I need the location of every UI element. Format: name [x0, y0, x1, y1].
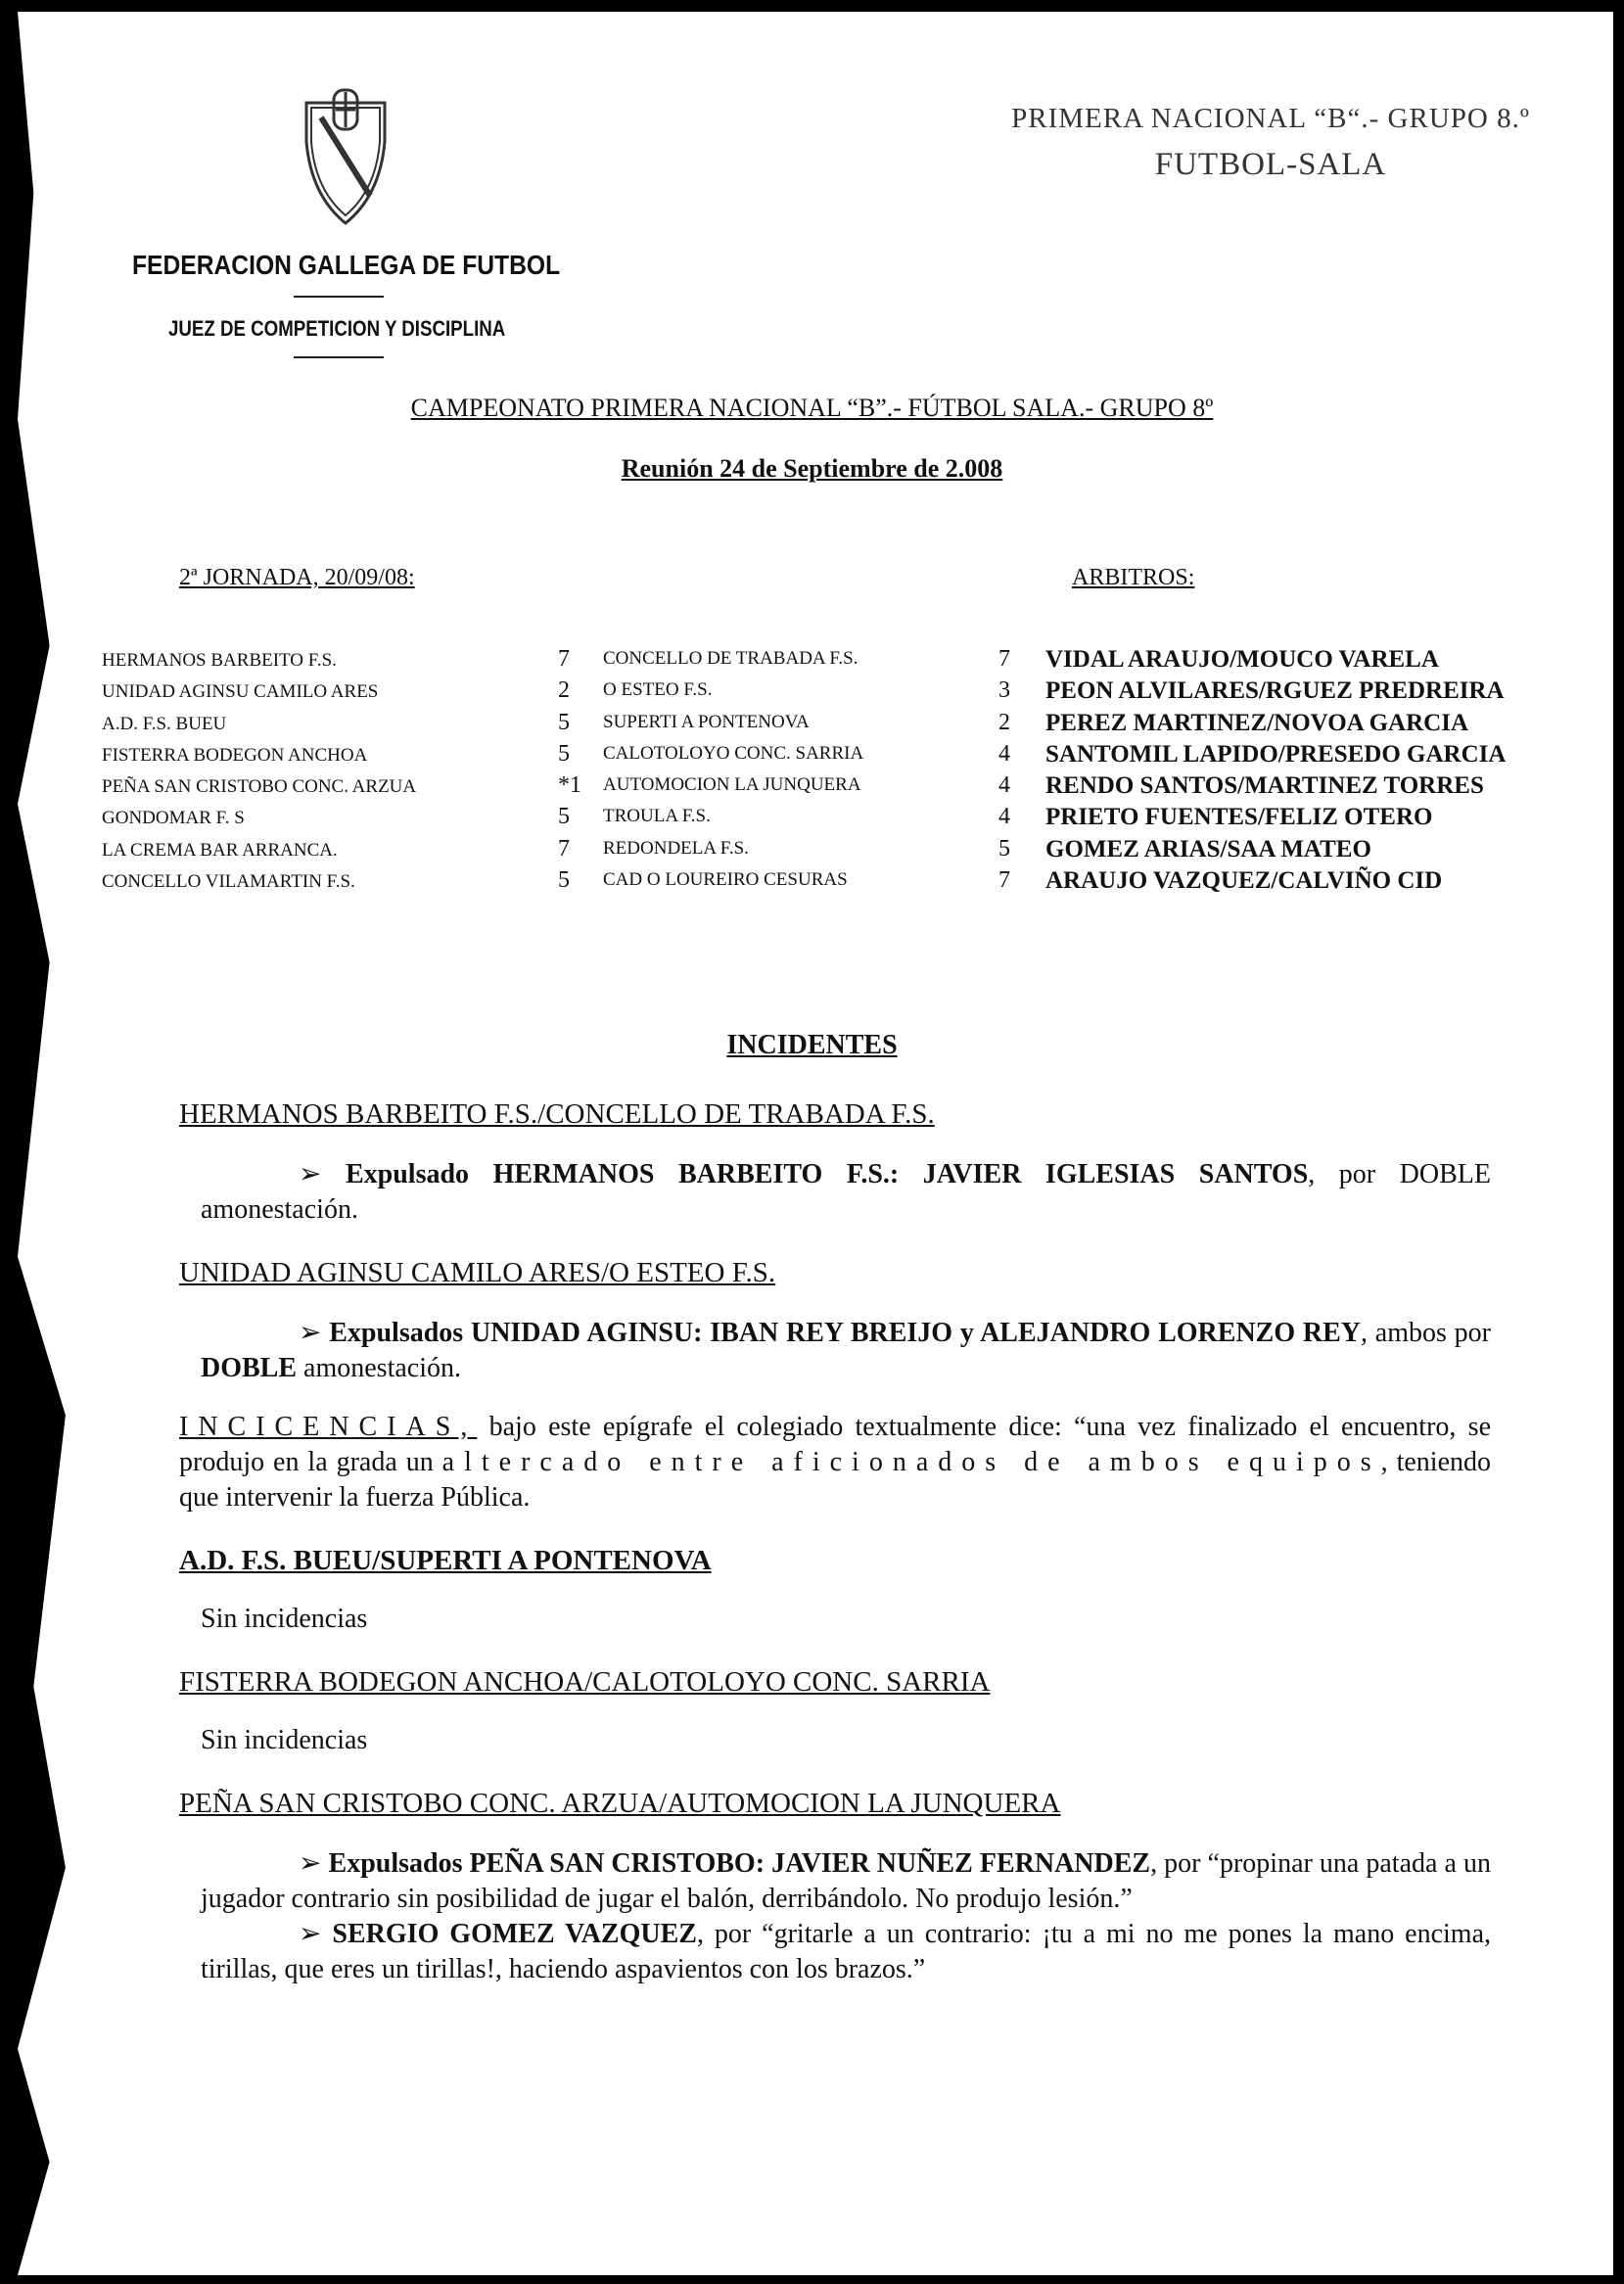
- home-team: LA CREMA BAR ARRANCA.: [102, 839, 338, 861]
- home-score: 5: [558, 740, 570, 767]
- away-score: 4: [998, 804, 1010, 830]
- home-score: 5: [558, 804, 570, 830]
- arrow-bullet-icon: ➢: [299, 1318, 330, 1348]
- federation-crest-icon: [302, 88, 390, 225]
- incident-text: Sin incidencias: [201, 1604, 368, 1634]
- away-team: O ESTEO F.S.: [603, 679, 713, 701]
- result-row: [102, 804, 1590, 835]
- home-team: FISTERRA BODEGON ANCHOA: [102, 744, 368, 766]
- home-team: GONDOMAR F. S: [102, 808, 245, 829]
- incident-label: Expulsados PEÑA SAN CRISTOBO: JAVIER NUÑEZ FERNANDEZ: [328, 1848, 1151, 1879]
- referees: VIDAL ARAUJO/MOUCO VARELA: [1045, 646, 1439, 673]
- incidents-title: INCIDENTES: [726, 1030, 898, 1060]
- match-heading: PEÑA SAN CRISTOBO CONC. ARZUA/AUTOMOCION LA JUNQUERA: [179, 1788, 1061, 1819]
- home-score: 5: [558, 867, 570, 894]
- match-heading: FISTERRA BODEGON ANCHOA/CALOTOLOYO CONC. SARRIA: [179, 1666, 991, 1698]
- away-team: REDONDELA F.S.: [603, 837, 749, 859]
- result-row: [102, 646, 1590, 677]
- away-team: CAD O LOUREIRO CESURAS: [603, 869, 848, 891]
- league-line-1: PRIMERA NACIONAL “B“.- GRUPO 8.º: [1011, 103, 1530, 134]
- away-score: 2: [998, 709, 1010, 735]
- result-row: [102, 677, 1590, 709]
- home-team: UNIDAD AGINSU CAMILO ARES: [102, 681, 379, 703]
- federation-name: FEDERACION GALLEGA DE FUTBOL: [132, 250, 561, 280]
- divider: [294, 296, 384, 298]
- incidents-body: [179, 1096, 1491, 1987]
- away-score: 7: [998, 646, 1010, 672]
- incident-text: , teniendo que intervenir la fuerza Pública.: [179, 1447, 1492, 1513]
- incident-text: , por “gritarle a un contrario: ¡tu a mi no me pones la mano encima, tirillas, que eres un tirillas!, haciendo aspavientos con los brazos.”: [201, 1919, 1491, 1984]
- result-row: [102, 710, 1590, 741]
- result-row: [102, 741, 1590, 772]
- home-team: HERMANOS BARBEITO F.S.: [102, 650, 337, 671]
- away-score: 3: [998, 677, 1010, 704]
- incident-text-spaced: altercado entre aficionados de ambos equipos: [441, 1447, 1381, 1477]
- incident-bullet: [201, 1157, 1491, 1228]
- away-team: SUPERTI A PONTENOVA: [603, 711, 810, 732]
- home-score: *1: [558, 772, 581, 799]
- incident-text: , ambos por: [1361, 1318, 1491, 1348]
- home-team: A.D. F.S. BUEU: [102, 713, 227, 734]
- referees: PRIETO FUENTES/FELIZ OTERO: [1045, 804, 1433, 831]
- away-team: CONCELLO DE TRABADA F.S.: [603, 648, 858, 669]
- referees-label: ARBITROS:: [1072, 565, 1195, 590]
- referees: GOMEZ ARIAS/SAA MATEO: [1045, 835, 1371, 862]
- referees: SANTOMIL LAPIDO/PRESEDO GARCIA: [1045, 740, 1507, 768]
- divider: [294, 356, 384, 358]
- incident-bullet: [201, 1316, 1491, 1386]
- incident-text: , por “propinar una patada a un jugador contrario sin posibilidad de jugar el balón, derribándolo. No produjo lesión.”: [201, 1848, 1492, 1914]
- incident-text: , por DOBLE amonestación.: [201, 1159, 1491, 1225]
- away-score: 5: [998, 835, 1010, 862]
- referees: ARAUJO VAZQUEZ/CALVIÑO CID: [1045, 867, 1443, 895]
- arrow-bullet-icon: ➢: [299, 1848, 329, 1879]
- referees: PEON ALVILARES/RGUEZ PREDREIRA: [1045, 677, 1505, 705]
- incident-bullet: [201, 1917, 1491, 1987]
- incident-text: bajo este epígrafe el colegiado textualmente dice: “una vez finalizado el encuentro, se produjo en la grada un: [179, 1412, 1491, 1477]
- league-line-2: FUTBOL-SALA: [1154, 147, 1387, 182]
- referees: RENDO SANTOS/MARTINEZ TORRES: [1045, 772, 1484, 800]
- match-heading: HERMANOS BARBEITO F.S./CONCELLO DE TRABADA F.S.: [179, 1098, 935, 1130]
- document-title: CAMPEONATO PRIMERA NACIONAL “B”.- FÚTBOL SALA.- GRUPO 8º: [410, 394, 1214, 422]
- results-table: [102, 646, 1590, 899]
- jornada-label: 2ª JORNADA, 20/09/08:: [179, 565, 415, 590]
- department-name: JUEZ DE COMPETICION Y DISCIPLINA: [168, 316, 506, 341]
- away-score: 7: [998, 867, 1010, 894]
- incident-label: Expulsados UNIDAD AGINSU: IBAN REY BREIJO y ALEJANDRO LORENZO REY: [329, 1318, 1362, 1348]
- away-score: 4: [998, 772, 1010, 799]
- home-score: 7: [558, 646, 570, 672]
- meeting-date: Reunión 24 de Septiembre de 2.008: [621, 454, 1003, 483]
- league-header: [957, 103, 1584, 183]
- incident-text: Sin incidencias: [201, 1725, 368, 1755]
- away-team: CALOTOLOYO CONC. SARRIA: [603, 742, 864, 764]
- home-score: 2: [558, 677, 570, 704]
- arrow-bullet-icon: ➢: [299, 1919, 333, 1949]
- incident-bullet: [201, 1846, 1491, 1917]
- result-row: [102, 772, 1590, 804]
- away-team: TROULA F.S.: [603, 806, 711, 827]
- incident-label: SERGIO GOMEZ VAZQUEZ: [332, 1919, 697, 1949]
- incident-text: amonestación.: [297, 1353, 461, 1383]
- home-team: PEÑA SAN CRISTOBO CONC. ARZUA: [102, 776, 417, 798]
- home-score: 5: [558, 709, 570, 735]
- referees: PEREZ MARTINEZ/NOVOA GARCIA: [1045, 709, 1468, 736]
- away-score: 4: [998, 740, 1010, 767]
- home-team: CONCELLO VILAMARTIN F.S.: [102, 871, 355, 893]
- incidences-label: INCICENCIAS,: [179, 1412, 478, 1442]
- result-row: [102, 836, 1590, 867]
- match-heading: UNIDAD AGINSU CAMILO ARES/O ESTEO F.S.: [179, 1257, 776, 1288]
- away-team: AUTOMOCION LA JUNQUERA: [603, 774, 861, 796]
- home-score: 7: [558, 835, 570, 862]
- incident-emphasis: DOBLE: [201, 1353, 298, 1383]
- arrow-bullet-icon: ➢: [299, 1159, 346, 1189]
- match-heading: A.D. F.S. BUEU/SUPERTI A PONTENOVA: [179, 1545, 712, 1576]
- incident-paragraph: [179, 1410, 1491, 1515]
- incident-label: Expulsado HERMANOS BARBEITO F.S.: JAVIER IGLESIAS SANTOS: [345, 1159, 1309, 1189]
- result-row: [102, 867, 1590, 899]
